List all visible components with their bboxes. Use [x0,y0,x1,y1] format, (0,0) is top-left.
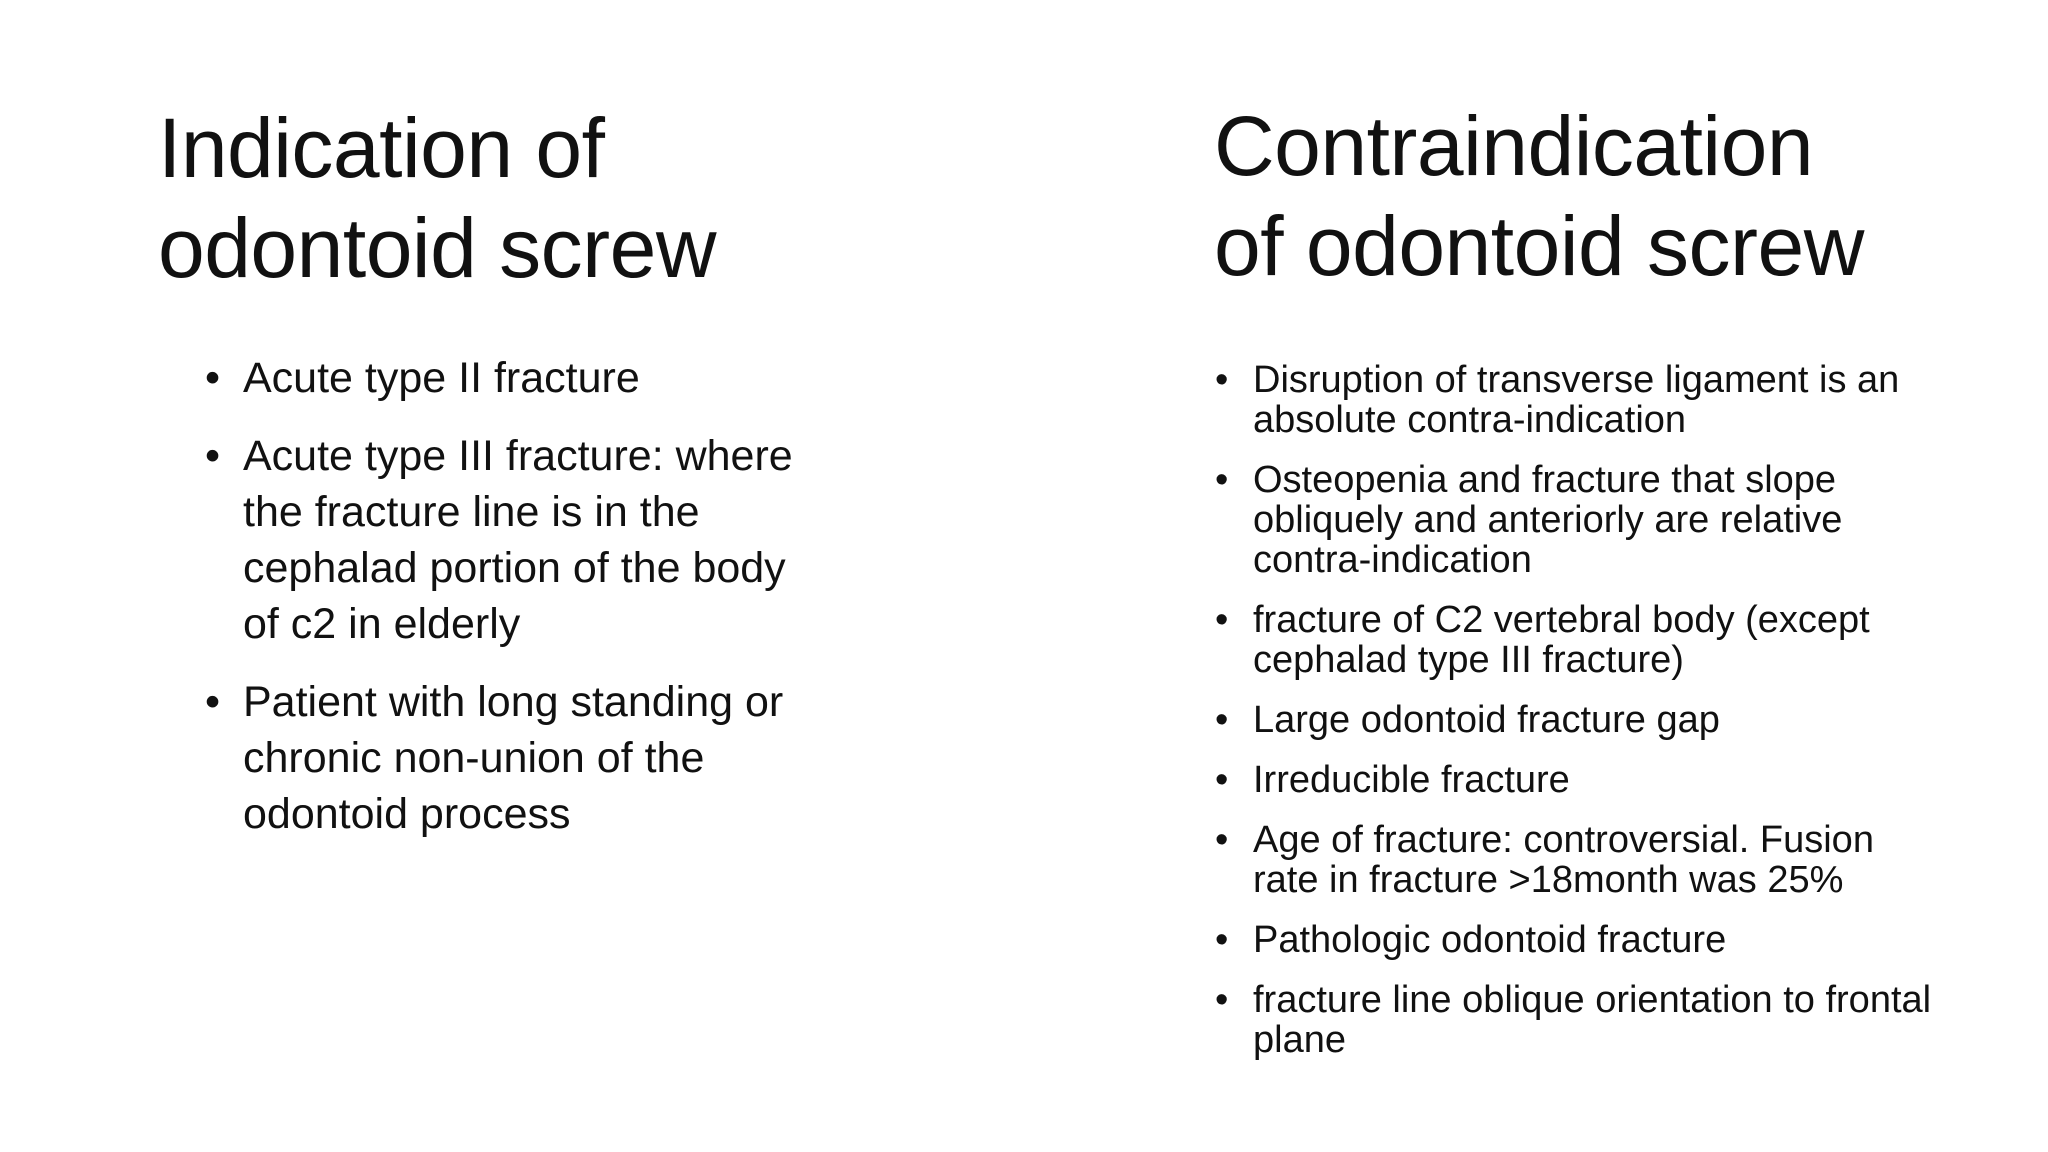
bullet-icon: • [1215,979,1229,1021]
list-item [205,350,825,406]
bullet-icon: • [1215,359,1229,401]
list-item [1215,600,1935,680]
contraindication-title [1214,96,1864,296]
list-item-text: Irreducible fracture [1253,759,1570,801]
list-item [1215,360,1935,440]
indication-title-line: Indication of [158,101,605,195]
list-item [205,674,825,842]
contraindication-title-line: Contraindication [1214,99,1814,193]
bullet-icon: • [1215,699,1229,741]
list-item-text: Disruption of transverse ligament is an absolute contra-indication [1253,359,1900,441]
bullet-icon: • [1215,459,1229,501]
list-item [1215,460,1935,580]
list-item-text: Acute type II fracture [243,354,640,402]
list-item-text: Acute type III fracture: where the fracture line is in the cephalad portion of the body of c2 in elderly [243,432,793,648]
bullet-icon: • [1215,599,1229,641]
list-item-text: Pathologic odontoid fracture [1253,919,1727,961]
list-item [1215,920,1935,960]
list-item-text: Large odontoid fracture gap [1253,699,1720,741]
bullet-icon: • [1215,919,1229,961]
list-item-text: Patient with long standing or chronic non-union of the odontoid process [243,678,784,838]
list-item-text: fracture of C2 vertebral body (except cephalad type III fracture) [1253,599,1870,681]
list-item-text: fracture line oblique orientation to frontal plane [1253,979,1932,1061]
list-item [1215,760,1935,800]
contraindication-title-line: of odontoid screw [1214,199,1864,293]
indication-title [158,98,716,298]
bullet-icon: • [1215,759,1229,801]
list-item [1215,700,1935,740]
bullet-icon: • [205,678,221,726]
bullet-icon: • [1215,819,1229,861]
list-item [205,428,825,652]
list-item-text: Age of fracture: controversial. Fusion rate in fracture >18month was 25% [1253,819,1874,901]
list-item [1215,980,1935,1060]
contraindication-list [1215,360,1935,1080]
list-item [1215,820,1935,900]
list-item-text: Osteopenia and fracture that slope obliquely and anteriorly are relative contra-indication [1253,459,1843,581]
indication-title-line: odontoid screw [158,201,716,295]
bullet-icon: • [205,354,221,402]
indication-list [205,350,825,864]
bullet-icon: • [205,432,221,480]
